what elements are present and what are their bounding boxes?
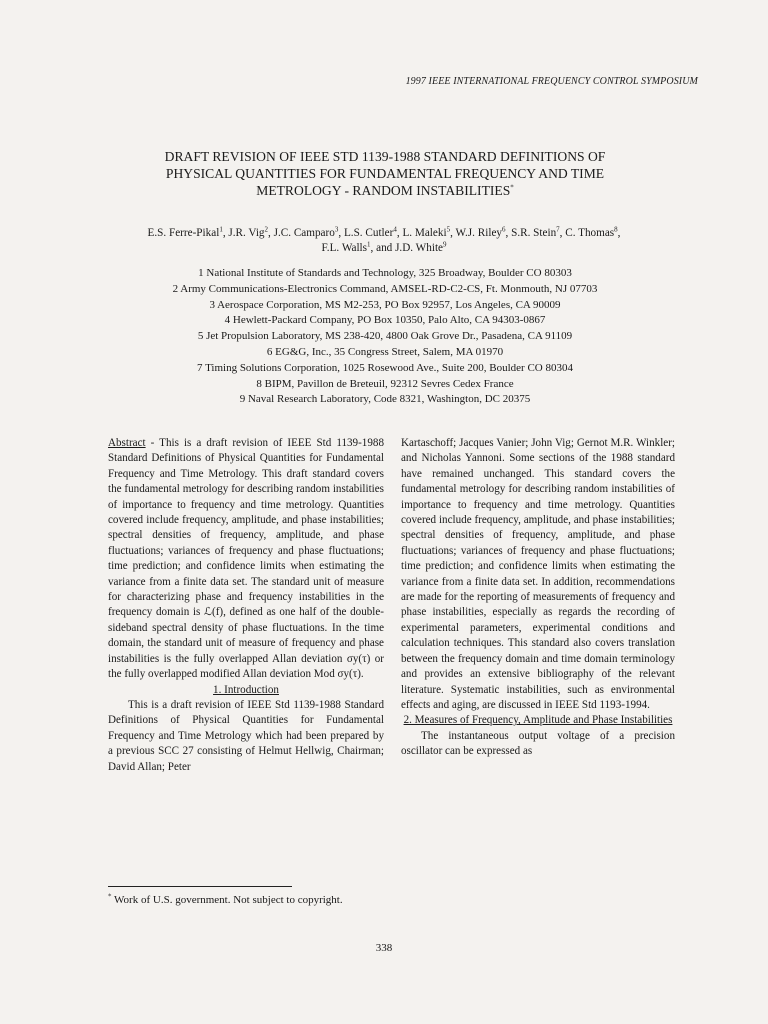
page-number: 338	[375, 942, 393, 954]
author-entry	[402, 227, 450, 239]
left-column	[108, 436, 384, 775]
author-entry	[321, 242, 370, 254]
author-affiliation-mark: 2	[264, 225, 269, 234]
author-name: L. Maleki	[402, 227, 447, 239]
author-name: J.C. Camparo	[273, 227, 335, 239]
author-entry	[274, 227, 339, 239]
affiliation-line: 3 Aerospace Corporation, MS M2-253, PO Box 92957, Los Angeles, CA 90009	[209, 298, 561, 311]
author-entry	[228, 227, 268, 239]
author-affiliation-mark: 5	[446, 225, 451, 234]
title-line-1: DRAFT REVISION OF IEEE STD 1139-1988 STANDARD DEFINITIONS OF	[164, 149, 606, 164]
affiliation-line: 6 EG&G, Inc., 35 Congress Street, Salem, MA 01970	[266, 345, 504, 358]
affiliation-line: 7 Timing Solutions Corporation, 1025 Rosewood Ave., Suite 200, Boulder CO 80304	[197, 361, 573, 374]
author-entry	[565, 227, 617, 239]
paper-title	[90, 148, 680, 199]
author-affiliation-mark: 6	[502, 225, 506, 234]
running-header: 1997 IEEE INTERNATIONAL FREQUENCY CONTROL SYMPOSIUM	[405, 76, 698, 87]
affiliation-line: 9 Naval Research Laboratory, Code 8321, Washington, DC 20375	[239, 393, 531, 406]
affiliation-list	[120, 266, 650, 408]
author-name: S.R. Stein	[511, 227, 557, 239]
footnote-rule	[108, 886, 292, 887]
section-heading-introduction: 1. Introduction	[213, 683, 279, 696]
author-affiliation-mark: 1	[367, 240, 371, 249]
author-name: F.L. Walls	[321, 242, 368, 254]
footnote-text: Work of U.S. government. Not subject to copyright.	[111, 894, 343, 906]
author-entry	[148, 227, 223, 239]
author-affiliation-mark: 3	[334, 225, 339, 234]
affiliation-line: 2 Army Communications-Electronics Command, AMSEL-RD-C2-CS, Ft. Monmouth, NJ 07703	[172, 282, 598, 295]
affiliation-line: 5 Jet Propulsion Laboratory, MS 238-420, 4800 Oak Grove Dr., Pasadena, CA 91109	[197, 330, 573, 343]
author-entry	[344, 227, 397, 239]
section-heading-measures: 2. Measures of Frequency, Amplitude and Phase Instabilities	[403, 714, 673, 727]
author-affiliation-mark: 9	[443, 240, 447, 249]
author-entry	[455, 227, 505, 239]
affiliation-line: 1 National Institute of Standards and Technology, 325 Broadway, Boulder CO 80303	[198, 267, 572, 279]
section2-paragraph: The instantaneous output voltage of a precision oscillator can be expressed as	[401, 729, 675, 758]
abstract-text: - This is a draft revision of IEEE Std 1139-1988 Standard Definitions of Physical Quantities for Fundamental Frequency and Time Metrology. This draft standard covers the fundamental metrology for describing random instabilities of importance to frequency and time metrology. Quantities covered include frequency, amplitude, and phase instabilities; spectral densities of frequency, amplitude, and phase fluctuations; variances of frequency and phase fluctuations; time prediction; and confidence limits when estimating the variance from a finite data set. The standard unit of measure for characterizing phase and frequency instabilities in the frequency domain is ℒ(f), defined as one half of the double-sideband spectral density of phase fluctuations. In the time domain, the standard unit of measure of frequency and phase instabilities is the fully overlapped Allan deviation σy(τ) or the fully overlapped modified Allan deviation Mod σy(τ).	[108, 437, 384, 681]
footnote-mark: *	[108, 892, 112, 901]
title-line-3: METROLOGY - RANDOM INSTABILITIES	[256, 183, 511, 198]
author-name: E.S. Ferre-Pikal	[147, 227, 220, 239]
author-affiliation-mark: 8	[614, 225, 618, 234]
introduction-continued-paragraph: Kartaschoff; Jacques Vanier; John Vig; Gernot M.R. Winkler; and Nicholas Yannoni. Some sections of the 1988 standard have remained unchanged. This standard covers the fundamental metrology for describing random instabilities of importance to frequency and time metrology. Quantities covered include frequency, amplitude, and phase instabilities; spectral densities of frequency, amplitude, and phase fluctuations; variances of frequency and phase fluctuations; time prediction; and confidence limits when estimating the variance from a finite data set. In addition, recommendations are made for the reporting of measurements of frequency and phase instabilities, especially as regards the recording of experimental parameters, experimental conditions and calculation techniques. This standard also covers translation between the frequency domain and time domain terminology and provides an extensive bibliography of the relevant literature. Systematic instabilities, such as environmental effects and aging, are discussed in IEEE Std 1193-1994.	[401, 437, 675, 711]
author-list: E.S. Ferre-Pikal$^1$, J.R. Vig$^2$, J.C. Camparo$^3$, L.S. Cutler$^4$, L. Maleki$^5$, W.J. Riley$^6$, S.R. Stein$^7$, C. Thomas$^8$, F.L. Walls$^1$, and J.D. White$^9$	[147, 225, 621, 254]
affiliation-line: 8 BIPM, Pavillon de Breteuil, 92312 Sevres Cedex France	[256, 377, 514, 390]
introduction-paragraph: This is a draft revision of IEEE Std 1139-1988 Standard Definitions of Physical Quantities for Fundamental Frequency and Time Metrology which had been prepared by a previous SCC 27 consisting of Helmut Hellwig, Chairman; David Allan; Peter	[108, 698, 384, 773]
author-entry	[511, 227, 560, 239]
footnote	[108, 894, 343, 906]
author-name: J.R. Vig	[228, 227, 265, 239]
author-name: J.D. White	[395, 242, 444, 254]
author-affiliation-mark: 7	[556, 225, 560, 234]
author-name: L.S. Cutler	[343, 227, 394, 239]
author-name: W.J. Riley	[455, 227, 502, 239]
abstract-paragraph	[108, 436, 384, 683]
title-line-2: PHYSICAL QUANTITIES FOR FUNDAMENTAL FREQUENCY AND TIME	[165, 166, 605, 181]
author-affiliation-mark: 1	[219, 225, 223, 234]
right-column	[401, 436, 675, 760]
title-footnote-mark: *	[510, 183, 514, 192]
abstract-label: Abstract	[108, 437, 146, 449]
affiliation-line: 4 Hewlett-Packard Company, PO Box 10350, Palo Alto, CA 94303-0867	[224, 314, 546, 327]
author-entry	[395, 242, 446, 254]
author-name: C. Thomas	[565, 227, 615, 239]
author-affiliation-mark: 4	[393, 225, 397, 234]
